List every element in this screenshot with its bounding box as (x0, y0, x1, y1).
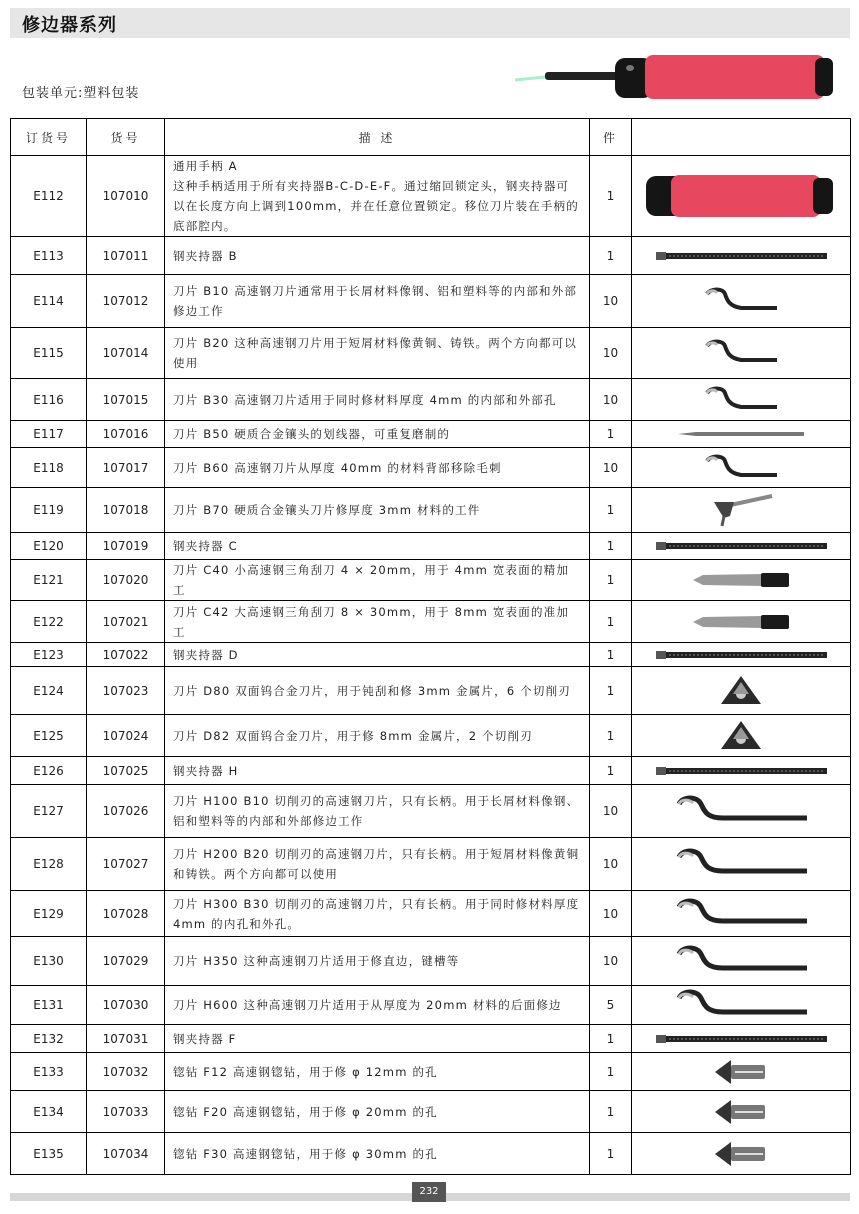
item-number-cell: 107024 (87, 715, 165, 757)
table-row (11, 891, 851, 937)
scriber-icon (632, 430, 850, 438)
item-number-cell: 107018 (87, 488, 165, 533)
item-number-cell: 107032 (87, 1053, 165, 1091)
order-code-cell: E115 (11, 328, 87, 379)
holder-icon (632, 1032, 850, 1046)
item-number-cell: 107034 (87, 1133, 165, 1175)
countersink-icon (632, 1097, 850, 1127)
description-cell: 刀片 B60 高速钢刀片从厚度 40mm 的材料背部移除毛刺 (165, 448, 590, 488)
table-row (11, 1133, 851, 1175)
product-image-cell (632, 533, 851, 560)
description-cell: 锪钻 F30 高速钢锪钻，用于修 φ 30mm 的孔 (165, 1133, 590, 1175)
item-number-cell: 107026 (87, 785, 165, 838)
product-image-cell (632, 421, 851, 448)
quantity-cell: 1 (590, 715, 632, 757)
quantity-cell: 10 (590, 838, 632, 891)
item-number-cell: 107011 (87, 237, 165, 275)
table-row (11, 328, 851, 379)
product-image-cell (632, 448, 851, 488)
col-header-qty: 件 (590, 119, 632, 156)
table-row (11, 275, 851, 328)
quantity-cell: 10 (590, 328, 632, 379)
order-code-cell: E119 (11, 488, 87, 533)
blade-icon (632, 286, 850, 316)
product-image-cell (632, 488, 851, 533)
product-image-cell (632, 560, 851, 601)
item-number-cell: 107019 (87, 533, 165, 560)
product-image-cell (632, 275, 851, 328)
product-image-cell (632, 937, 851, 986)
quantity-cell: 1 (590, 488, 632, 533)
item-number-cell: 107022 (87, 643, 165, 667)
item-number-cell: 107012 (87, 275, 165, 328)
table-row (11, 715, 851, 757)
description-cell: 刀片 H200 B20 切削刃的高速钢刀片，只有长柄。用于短屑材料像黄铜和铸铁。两个方向都可以使用 (165, 838, 590, 891)
page-number: 232 (412, 1182, 446, 1202)
description-cell: 钢夹持器 F (165, 1025, 590, 1053)
description-cell: 钢夹持器 B (165, 237, 590, 275)
description-cell: 钢夹持器 C (165, 533, 590, 560)
item-number-cell: 107030 (87, 986, 165, 1025)
blade-icon (632, 385, 850, 415)
quantity-cell: 10 (590, 379, 632, 421)
order-code-cell: E132 (11, 1025, 87, 1053)
order-code-cell: E127 (11, 785, 87, 838)
order-code-cell: E113 (11, 237, 87, 275)
item-number-cell: 107014 (87, 328, 165, 379)
countersink-icon (632, 1057, 850, 1087)
col-header-desc: 描 述 (165, 119, 590, 156)
item-number-cell: 107028 (87, 891, 165, 937)
product-image-cell (632, 1091, 851, 1133)
order-code-cell: E131 (11, 986, 87, 1025)
description-cell: 通用手柄 A 这种手柄适用于所有夹持器B-C-D-E-F。通过缩回锁定头，钢夹持器可以在长度方向上调到100mm，并在任意位置锁定。移位刀片装在手柄的底部腔内。 (165, 156, 590, 237)
product-image-cell (632, 891, 851, 937)
handle-icon (632, 171, 850, 221)
col-header-item: 货号 (87, 119, 165, 156)
table-row (11, 237, 851, 275)
description-cell: 刀片 C40 小高速钢三角刮刀 4 × 20mm，用于 4mm 宽表面的精加工 (165, 560, 590, 601)
table-row (11, 838, 851, 891)
description-cell: 刀片 B10 高速钢刀片通常用于长屑材料像钢、铝和塑料等的内部和外部修边工作 (165, 275, 590, 328)
quantity-cell: 10 (590, 937, 632, 986)
insert-icon (632, 719, 850, 753)
long-blade-icon (632, 847, 850, 881)
table-row (11, 379, 851, 421)
product-image-cell (632, 715, 851, 757)
long-blade-icon (632, 944, 850, 978)
product-image-cell (632, 986, 851, 1025)
quantity-cell: 1 (590, 156, 632, 237)
product-image-cell (632, 156, 851, 237)
item-number-cell: 107033 (87, 1091, 165, 1133)
scraper-icon (632, 611, 850, 633)
col-header-order: 订货号 (11, 119, 87, 156)
quantity-cell: 1 (590, 1025, 632, 1053)
description-cell: 锪钻 F20 高速钢锪钻，用于修 φ 20mm 的孔 (165, 1091, 590, 1133)
table-row (11, 937, 851, 986)
order-code-cell: E128 (11, 838, 87, 891)
product-image-cell (632, 328, 851, 379)
product-image-cell (632, 667, 851, 715)
blade-icon (632, 453, 850, 483)
product-image-cell (632, 838, 851, 891)
order-code-cell: E116 (11, 379, 87, 421)
item-number-cell: 107027 (87, 838, 165, 891)
table-row (11, 667, 851, 715)
item-number-cell: 107020 (87, 560, 165, 601)
long-blade-icon (632, 988, 850, 1022)
quantity-cell: 1 (590, 560, 632, 601)
table-row (11, 448, 851, 488)
product-image-cell (632, 785, 851, 838)
table-row (11, 421, 851, 448)
product-image-cell (632, 1053, 851, 1091)
long-blade-icon (632, 897, 850, 931)
description-cell: 刀片 B20 这种高速钢刀片用于短屑材料像黄铜、铸铁。两个方向都可以使用 (165, 328, 590, 379)
item-number-cell: 107017 (87, 448, 165, 488)
item-number-cell: 107021 (87, 601, 165, 643)
table-row (11, 643, 851, 667)
quantity-cell: 1 (590, 643, 632, 667)
table-row (11, 533, 851, 560)
product-image-cell (632, 1133, 851, 1175)
blade-icon (632, 338, 850, 368)
description-cell: 刀片 H100 B10 切削刃的高速钢刀片，只有长柄。用于长屑材料像钢、铝和塑料等的内部和外部修边工作 (165, 785, 590, 838)
order-code-cell: E134 (11, 1091, 87, 1133)
description-cell: 刀片 B30 高速钢刀片适用于同时修材料厚度 4mm 的内部和外部孔 (165, 379, 590, 421)
quantity-cell: 10 (590, 891, 632, 937)
order-code-cell: E121 (11, 560, 87, 601)
item-number-cell: 107023 (87, 667, 165, 715)
description-cell: 刀片 H350 这种高速钢刀片适用于修直边，键槽等 (165, 937, 590, 986)
holder-icon (632, 764, 850, 778)
holder-icon (632, 249, 850, 263)
order-code-cell: E135 (11, 1133, 87, 1175)
product-image-cell (632, 379, 851, 421)
order-code-cell: E118 (11, 448, 87, 488)
product-image-cell (632, 757, 851, 785)
col-header-image (632, 119, 851, 156)
order-code-cell: E117 (11, 421, 87, 448)
product-image-cell (632, 601, 851, 643)
order-code-cell: E120 (11, 533, 87, 560)
description-cell: 钢夹持器 H (165, 757, 590, 785)
description-cell: 刀片 D80 双面钨合金刀片，用于钝刮和修 3mm 金属片，6 个切削刃 (165, 667, 590, 715)
order-code-cell: E126 (11, 757, 87, 785)
quantity-cell: 1 (590, 1053, 632, 1091)
quantity-cell: 5 (590, 986, 632, 1025)
scraper-icon (632, 569, 850, 591)
order-code-cell: E125 (11, 715, 87, 757)
table-header-row (11, 119, 851, 156)
table-row (11, 785, 851, 838)
description-cell: 刀片 H300 B30 切削刃的高速钢刀片，只有长柄。用于同时修材料厚度 4mm 的内孔和外孔。 (165, 891, 590, 937)
order-code-cell: E114 (11, 275, 87, 328)
carbide-blade-icon (632, 492, 850, 528)
item-number-cell: 107031 (87, 1025, 165, 1053)
deburring-tool-icon (515, 50, 835, 105)
table-row (11, 601, 851, 643)
quantity-cell: 1 (590, 1133, 632, 1175)
table-row (11, 1025, 851, 1053)
quantity-cell: 1 (590, 601, 632, 643)
packaging-note: 包装单元:塑料包装 (22, 86, 140, 101)
quantity-cell: 10 (590, 785, 632, 838)
quantity-cell: 10 (590, 448, 632, 488)
order-code-cell: E124 (11, 667, 87, 715)
order-code-cell: E123 (11, 643, 87, 667)
description-cell: 刀片 C42 大高速钢三角刮刀 8 × 30mm，用于 8mm 宽表面的准加工 (165, 601, 590, 643)
product-table (10, 118, 851, 1175)
quantity-cell: 1 (590, 421, 632, 448)
order-code-cell: E130 (11, 937, 87, 986)
table-row (11, 1091, 851, 1133)
table-row (11, 757, 851, 785)
insert-icon (632, 674, 850, 708)
quantity-cell: 1 (590, 1091, 632, 1133)
table-row (11, 156, 851, 237)
product-image-cell (632, 643, 851, 667)
order-code-cell: E122 (11, 601, 87, 643)
description-cell: 刀片 B50 硬质合金镶头的划线器，可重复磨制的 (165, 421, 590, 448)
page-title: 修边器系列 (22, 15, 117, 36)
item-number-cell: 107025 (87, 757, 165, 785)
product-image-cell (632, 1025, 851, 1053)
title-bar (10, 8, 850, 38)
quantity-cell: 10 (590, 275, 632, 328)
long-blade-icon (632, 794, 850, 828)
quantity-cell: 1 (590, 533, 632, 560)
order-code-cell: E133 (11, 1053, 87, 1091)
description-cell: 刀片 D82 双面钨合金刀片，用于修 8mm 金属片，2 个切削刃 (165, 715, 590, 757)
table-row (11, 560, 851, 601)
product-image-cell (632, 237, 851, 275)
description-cell: 刀片 B70 硬质合金镶头刀片修厚度 3mm 材料的工件 (165, 488, 590, 533)
description-cell: 锪钻 F12 高速钢锪钻，用于修 φ 12mm 的孔 (165, 1053, 590, 1091)
order-code-cell: E129 (11, 891, 87, 937)
item-number-cell: 107016 (87, 421, 165, 448)
table-row (11, 986, 851, 1025)
table-row (11, 488, 851, 533)
item-number-cell: 107015 (87, 379, 165, 421)
holder-icon (632, 648, 850, 662)
table-row (11, 1053, 851, 1091)
item-number-cell: 107010 (87, 156, 165, 237)
description-cell: 钢夹持器 D (165, 643, 590, 667)
item-number-cell: 107029 (87, 937, 165, 986)
countersink-icon (632, 1139, 850, 1169)
holder-icon (632, 539, 850, 553)
quantity-cell: 1 (590, 757, 632, 785)
quantity-cell: 1 (590, 667, 632, 715)
order-code-cell: E112 (11, 156, 87, 237)
description-cell: 刀片 H600 这种高速钢刀片适用于从厚度为 20mm 材料的后面修边 (165, 986, 590, 1025)
quantity-cell: 1 (590, 237, 632, 275)
